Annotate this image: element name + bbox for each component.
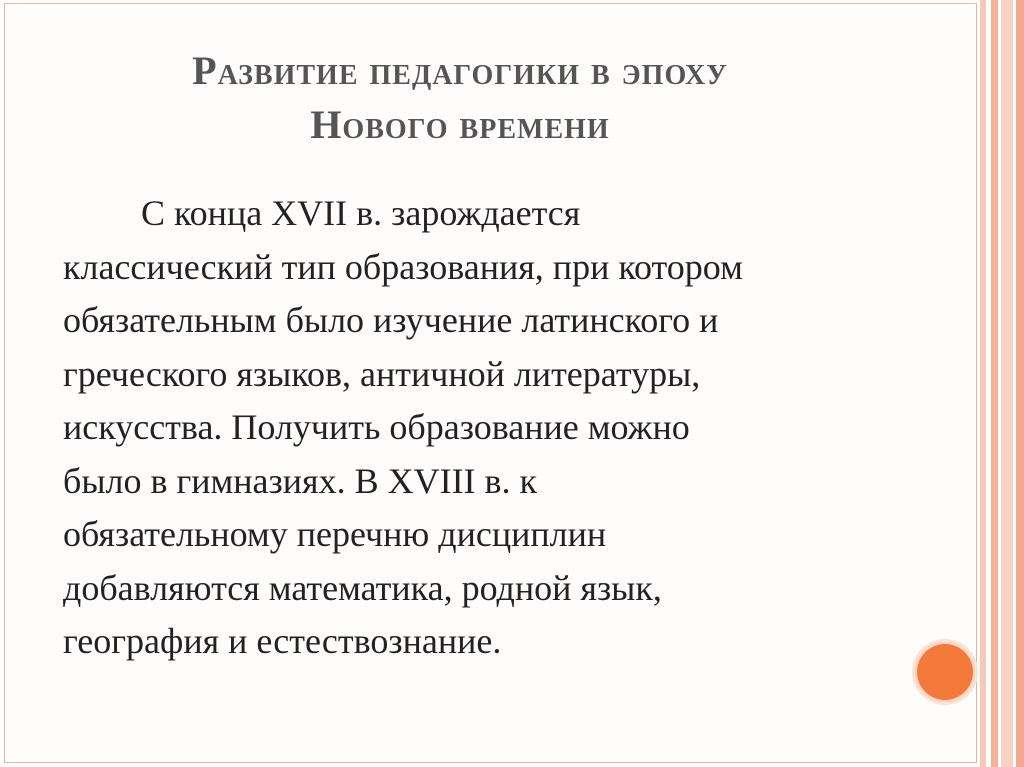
body-line-2: классический тип образования, при котором	[63, 246, 743, 287]
decorative-stripe	[991, 0, 998, 767]
body-line-5: искусства. Получить образование можно	[63, 407, 690, 447]
slide-title-line-2: Нового времени	[310, 102, 610, 147]
body-line-8: добавляются математика, родной язык,	[63, 567, 662, 608]
body-line-9: география и естествознание.	[63, 621, 502, 661]
decorative-circle	[915, 642, 975, 702]
body-line-6: было в гимназиях. В XVIII в. к	[63, 460, 538, 501]
body-line-7: обязательному перечню дисциплин	[63, 514, 607, 554]
body-line-4: греческого языков, античной литературы,	[63, 353, 701, 394]
slide-title-line-1: Развитие педагогики в эпоху	[192, 48, 728, 93]
decorative-stripe	[1016, 0, 1024, 767]
body-line-3: обязательным было изучение латинского и	[63, 300, 719, 340]
slide-body-text	[63, 187, 863, 669]
decorative-stripe	[1001, 0, 1013, 767]
body-line-1: С конца XVII в. зарождается	[141, 193, 581, 233]
slide-title	[60, 44, 860, 152]
